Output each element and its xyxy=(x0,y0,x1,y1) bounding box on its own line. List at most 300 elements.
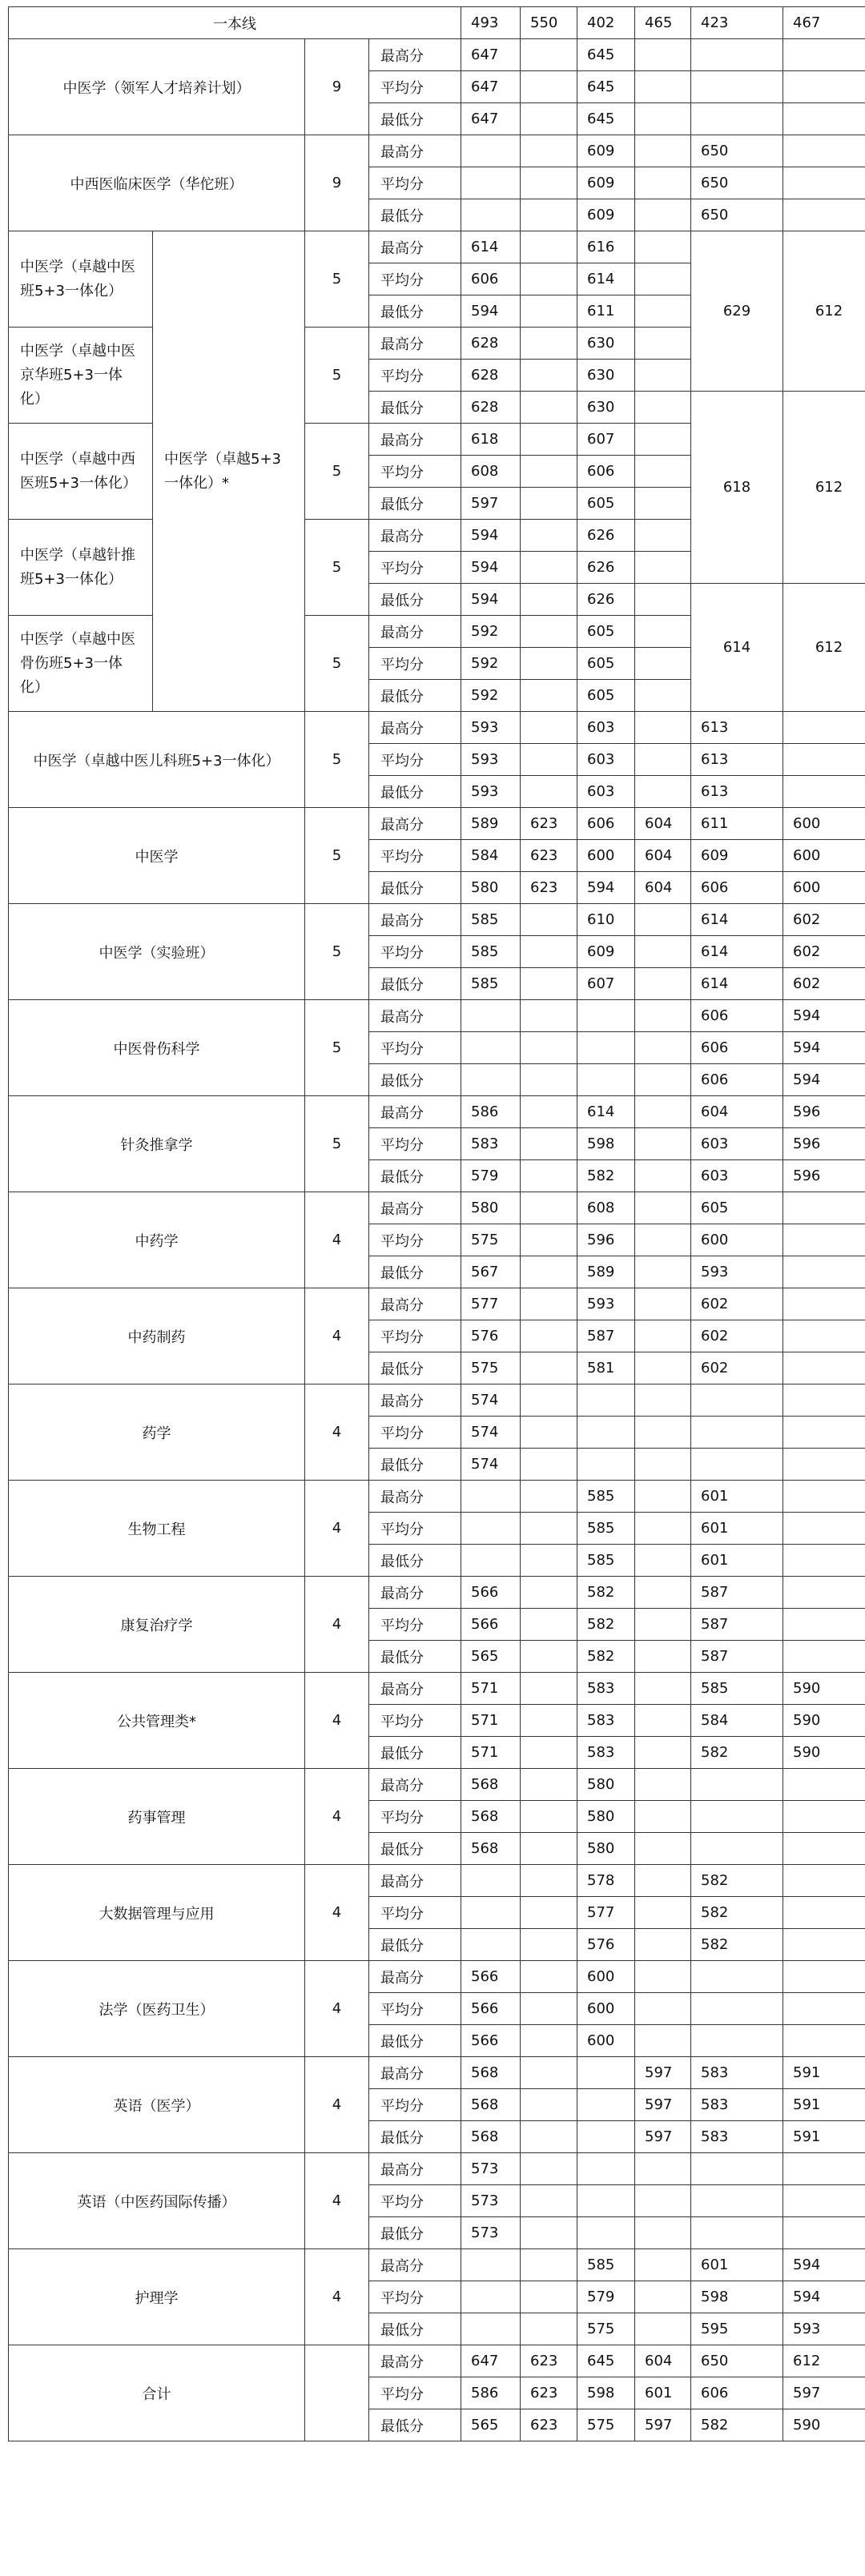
score-cell: 591 xyxy=(783,2121,865,2153)
score-cell: 647 xyxy=(461,39,521,71)
score-cell xyxy=(635,1993,691,2025)
score-cell xyxy=(635,1673,691,1705)
score-cell xyxy=(461,1545,521,1577)
baseline-value: 550 xyxy=(521,7,577,39)
score-cell: 593 xyxy=(461,712,521,744)
score-cell xyxy=(577,2153,635,2185)
stat-label: 平均分 xyxy=(369,1513,461,1545)
score-cell xyxy=(461,2313,521,2345)
score-cell: 594 xyxy=(783,2281,865,2313)
table-row xyxy=(9,1673,865,1705)
stat-label: 最低分 xyxy=(369,1833,461,1865)
stat-label: 最低分 xyxy=(369,295,461,328)
stat-label: 平均分 xyxy=(369,1417,461,1449)
major-name: 中医骨伤科学 xyxy=(9,1000,305,1096)
stat-label: 最高分 xyxy=(369,1961,461,1993)
score-cell xyxy=(521,1352,577,1384)
score-cell: 585 xyxy=(577,2249,635,2281)
score-cell xyxy=(521,2089,577,2121)
score-cell: 600 xyxy=(577,2025,635,2057)
score-cell: 626 xyxy=(577,520,635,552)
duration: 5 xyxy=(305,328,369,424)
score-cell xyxy=(691,1769,783,1801)
score-cell: 586 xyxy=(461,1096,521,1128)
baseline-row xyxy=(9,7,865,39)
score-cell xyxy=(691,1384,783,1417)
stat-label: 最低分 xyxy=(369,776,461,808)
score-cell: 645 xyxy=(577,39,635,71)
score-cell: 613 xyxy=(691,712,783,744)
stat-label: 最低分 xyxy=(369,2313,461,2345)
score-cell: 603 xyxy=(691,1128,783,1160)
score-cell xyxy=(521,1000,577,1032)
stat-label: 最高分 xyxy=(369,616,461,648)
score-cell: 601 xyxy=(691,1513,783,1545)
score-cell: 579 xyxy=(577,2281,635,2313)
score-cell xyxy=(521,712,577,744)
score-cell xyxy=(521,1384,577,1417)
score-cell: 605 xyxy=(577,616,635,648)
score-cell: 590 xyxy=(783,1737,865,1769)
score-cell xyxy=(635,2281,691,2313)
table-row xyxy=(9,1481,865,1513)
score-cell xyxy=(783,135,865,167)
table-body xyxy=(9,7,865,2441)
baseline-value: 465 xyxy=(635,7,691,39)
score-cell: 597 xyxy=(635,2089,691,2121)
score-cell xyxy=(783,1769,865,1801)
score-cell: 574 xyxy=(461,1417,521,1449)
score-cell: 580 xyxy=(577,1833,635,1865)
duration: 5 xyxy=(305,1000,369,1096)
score-cell: 623 xyxy=(521,2377,577,2409)
score-cell xyxy=(635,39,691,71)
score-cell xyxy=(521,39,577,71)
score-cell xyxy=(461,1513,521,1545)
score-cell: 584 xyxy=(691,1705,783,1737)
stat-label: 平均分 xyxy=(369,840,461,872)
major-name: 康复治疗学 xyxy=(9,1577,305,1673)
merged-score: 612 xyxy=(783,231,865,392)
score-cell xyxy=(783,2217,865,2249)
score-cell xyxy=(521,1096,577,1128)
score-cell: 596 xyxy=(783,1160,865,1192)
score-cell xyxy=(635,424,691,456)
score-cell: 566 xyxy=(461,2025,521,2057)
score-cell xyxy=(521,1705,577,1737)
stat-label: 最高分 xyxy=(369,712,461,744)
score-cell: 577 xyxy=(461,1288,521,1320)
score-cell xyxy=(521,328,577,360)
score-cell: 600 xyxy=(783,872,865,904)
stat-label: 平均分 xyxy=(369,648,461,680)
score-cell: 597 xyxy=(635,2409,691,2441)
score-cell: 605 xyxy=(577,680,635,712)
score-cell xyxy=(635,392,691,424)
table-row xyxy=(9,1769,865,1801)
score-cell xyxy=(635,1224,691,1256)
score-cell xyxy=(635,103,691,135)
score-cell: 574 xyxy=(461,1384,521,1417)
stat-label: 最低分 xyxy=(369,1449,461,1481)
score-cell xyxy=(521,2185,577,2217)
score-cell: 645 xyxy=(577,103,635,135)
score-cell: 604 xyxy=(635,872,691,904)
score-cell: 614 xyxy=(691,904,783,936)
score-cell: 585 xyxy=(577,1513,635,1545)
score-cell: 571 xyxy=(461,1737,521,1769)
score-cell: 603 xyxy=(577,712,635,744)
score-cell xyxy=(783,1417,865,1449)
score-cell: 600 xyxy=(783,840,865,872)
score-cell: 626 xyxy=(577,552,635,584)
stat-label: 最低分 xyxy=(369,2121,461,2153)
score-cell xyxy=(635,616,691,648)
score-cell: 601 xyxy=(635,2377,691,2409)
score-cell: 568 xyxy=(461,2089,521,2121)
score-cell xyxy=(635,744,691,776)
table-row xyxy=(9,1961,865,1993)
score-cell: 612 xyxy=(783,2345,865,2377)
stat-label: 平均分 xyxy=(369,1320,461,1352)
score-cell xyxy=(521,295,577,328)
duration: 9 xyxy=(305,39,369,135)
merged-score: 629 xyxy=(691,231,783,392)
score-cell xyxy=(635,1705,691,1737)
table-row xyxy=(9,1577,865,1609)
score-cell: 614 xyxy=(461,231,521,263)
score-cell: 575 xyxy=(461,1224,521,1256)
score-cell: 591 xyxy=(783,2089,865,2121)
score-cell: 602 xyxy=(783,936,865,968)
stat-label: 平均分 xyxy=(369,167,461,199)
score-cell: 594 xyxy=(461,295,521,328)
stat-label: 最低分 xyxy=(369,1737,461,1769)
stat-label: 最高分 xyxy=(369,904,461,936)
duration: 4 xyxy=(305,1673,369,1769)
score-cell xyxy=(635,2153,691,2185)
stat-label: 最低分 xyxy=(369,199,461,231)
baseline-value: 423 xyxy=(691,7,783,39)
score-cell xyxy=(521,488,577,520)
score-cell: 566 xyxy=(461,1577,521,1609)
score-cell xyxy=(521,1128,577,1160)
score-cell xyxy=(577,1449,635,1481)
stat-label: 最高分 xyxy=(369,2153,461,2185)
stat-label: 最低分 xyxy=(369,680,461,712)
score-cell: 568 xyxy=(461,1801,521,1833)
stat-label: 最高分 xyxy=(369,1384,461,1417)
score-cell: 623 xyxy=(521,840,577,872)
major-name: 中医学（卓越中医京华班5+3一体化） xyxy=(9,328,153,424)
major-name: 中医学（实验班） xyxy=(9,904,305,1000)
stat-label: 最高分 xyxy=(369,1673,461,1705)
score-cell: 593 xyxy=(783,2313,865,2345)
score-cell xyxy=(783,1577,865,1609)
score-cell xyxy=(521,1577,577,1609)
score-cell: 571 xyxy=(461,1673,521,1705)
stat-label: 最低分 xyxy=(369,2217,461,2249)
stat-label: 最低分 xyxy=(369,2409,461,2441)
score-cell: 613 xyxy=(691,744,783,776)
score-cell: 573 xyxy=(461,2217,521,2249)
duration: 5 xyxy=(305,904,369,1000)
score-cell: 605 xyxy=(577,648,635,680)
duration: 5 xyxy=(305,520,369,616)
score-cell: 650 xyxy=(691,2345,783,2377)
score-cell: 591 xyxy=(783,2057,865,2089)
score-cell: 585 xyxy=(461,904,521,936)
score-cell xyxy=(783,1224,865,1256)
score-cell xyxy=(635,231,691,263)
duration: 5 xyxy=(305,808,369,904)
score-cell xyxy=(521,2025,577,2057)
score-cell: 645 xyxy=(577,71,635,103)
score-cell xyxy=(521,680,577,712)
score-cell: 600 xyxy=(691,1224,783,1256)
score-cell xyxy=(635,1192,691,1224)
major-name: 生物工程 xyxy=(9,1481,305,1577)
major-group-name: 中医学（卓越5+3一体化）* xyxy=(153,231,305,712)
table-row xyxy=(9,135,865,167)
score-cell xyxy=(521,2121,577,2153)
score-cell xyxy=(783,1288,865,1320)
score-cell xyxy=(577,1384,635,1417)
score-cell: 576 xyxy=(461,1320,521,1352)
table-row xyxy=(9,808,865,840)
score-cell xyxy=(783,1352,865,1384)
stat-label: 平均分 xyxy=(369,1897,461,1929)
score-cell: 650 xyxy=(691,199,783,231)
score-cell xyxy=(635,1641,691,1673)
score-cell: 614 xyxy=(577,263,635,295)
stat-label: 平均分 xyxy=(369,1801,461,1833)
table-row xyxy=(9,2345,865,2377)
score-cell xyxy=(783,1641,865,1673)
score-cell xyxy=(521,1737,577,1769)
stat-label: 平均分 xyxy=(369,1705,461,1737)
score-cell: 602 xyxy=(691,1320,783,1352)
stat-label: 最高分 xyxy=(369,1288,461,1320)
stat-label: 最低分 xyxy=(369,1641,461,1673)
score-cell: 650 xyxy=(691,135,783,167)
stat-label: 平均分 xyxy=(369,2377,461,2409)
score-cell: 576 xyxy=(577,1929,635,1961)
score-cell: 607 xyxy=(577,968,635,1000)
score-cell: 581 xyxy=(577,1352,635,1384)
major-name: 中医学（卓越中西医班5+3一体化） xyxy=(9,424,153,520)
stat-label: 最高分 xyxy=(369,1000,461,1032)
score-cell: 587 xyxy=(577,1320,635,1352)
duration: 4 xyxy=(305,2249,369,2345)
score-cell xyxy=(461,199,521,231)
score-cell xyxy=(521,1929,577,1961)
score-cell xyxy=(783,2153,865,2185)
major-name: 中医学 xyxy=(9,808,305,904)
score-cell xyxy=(783,39,865,71)
score-cell xyxy=(521,904,577,936)
baseline-value: 467 xyxy=(783,7,865,39)
major-name: 中药学 xyxy=(9,1192,305,1288)
score-cell: 628 xyxy=(461,392,521,424)
score-cell: 585 xyxy=(691,1673,783,1705)
stat-label: 最低分 xyxy=(369,1352,461,1384)
stat-label: 平均分 xyxy=(369,936,461,968)
score-cell xyxy=(461,1064,521,1096)
duration: 4 xyxy=(305,1384,369,1481)
score-cell: 614 xyxy=(691,968,783,1000)
major-name: 护理学 xyxy=(9,2249,305,2345)
score-cell xyxy=(521,1513,577,1545)
major-name: 中医学（卓越中医儿科班5+3一体化） xyxy=(9,712,305,808)
score-cell: 614 xyxy=(691,936,783,968)
score-cell xyxy=(461,1897,521,1929)
score-cell: 582 xyxy=(691,1737,783,1769)
score-cell xyxy=(635,1929,691,1961)
score-cell xyxy=(635,456,691,488)
duration: 4 xyxy=(305,1288,369,1384)
score-cell: 580 xyxy=(577,1801,635,1833)
stat-label: 最低分 xyxy=(369,968,461,1000)
score-cell: 580 xyxy=(577,1769,635,1801)
score-cell: 598 xyxy=(577,2377,635,2409)
score-cell: 585 xyxy=(461,968,521,1000)
score-cell xyxy=(783,1961,865,1993)
score-cell xyxy=(635,1865,691,1897)
score-cell: 597 xyxy=(635,2057,691,2089)
score-cell xyxy=(577,1000,635,1032)
score-cell xyxy=(577,1417,635,1449)
stat-label: 最高分 xyxy=(369,2345,461,2377)
stat-label: 最低分 xyxy=(369,2025,461,2057)
score-cell xyxy=(635,1961,691,1993)
score-cell: 611 xyxy=(577,295,635,328)
score-cell: 580 xyxy=(461,872,521,904)
score-cell xyxy=(635,1545,691,1577)
score-cell xyxy=(521,424,577,456)
score-cell xyxy=(635,295,691,328)
stat-label: 平均分 xyxy=(369,71,461,103)
score-cell: 609 xyxy=(577,199,635,231)
score-cell: 606 xyxy=(691,1064,783,1096)
score-cell xyxy=(461,2281,521,2313)
score-cell: 577 xyxy=(577,1897,635,1929)
table-row xyxy=(9,2249,865,2281)
score-cell xyxy=(577,2217,635,2249)
score-cell: 597 xyxy=(461,488,521,520)
score-cell xyxy=(521,1865,577,1897)
score-cell xyxy=(521,1160,577,1192)
score-cell: 594 xyxy=(461,584,521,616)
table-row xyxy=(9,39,865,71)
major-name: 中医学（卓越中医班5+3一体化） xyxy=(9,231,153,328)
duration: 4 xyxy=(305,1769,369,1865)
score-cell: 604 xyxy=(635,2345,691,2377)
score-cell xyxy=(691,2153,783,2185)
score-cell xyxy=(461,1929,521,1961)
score-cell xyxy=(521,1769,577,1801)
score-cell: 605 xyxy=(691,1192,783,1224)
table-row xyxy=(9,1288,865,1320)
stat-label: 最低分 xyxy=(369,1160,461,1192)
score-cell xyxy=(635,1064,691,1096)
score-cell xyxy=(635,776,691,808)
score-cell xyxy=(577,1064,635,1096)
stat-label: 最低分 xyxy=(369,1064,461,1096)
score-cell: 592 xyxy=(461,648,521,680)
score-cell: 583 xyxy=(691,2089,783,2121)
score-cell: 607 xyxy=(577,424,635,456)
score-cell xyxy=(783,103,865,135)
major-name: 公共管理类* xyxy=(9,1673,305,1769)
score-cell xyxy=(521,360,577,392)
score-cell: 568 xyxy=(461,1769,521,1801)
stat-label: 最低分 xyxy=(369,392,461,424)
score-cell xyxy=(691,39,783,71)
score-cell xyxy=(521,584,577,616)
score-cell xyxy=(521,776,577,808)
score-cell: 595 xyxy=(691,2313,783,2345)
score-cell xyxy=(783,1384,865,1417)
score-cell xyxy=(521,1545,577,1577)
merged-score: 612 xyxy=(783,392,865,584)
score-cell xyxy=(783,1609,865,1641)
score-cell: 573 xyxy=(461,2185,521,2217)
stat-label: 平均分 xyxy=(369,360,461,392)
score-cell: 582 xyxy=(691,2409,783,2441)
score-cell xyxy=(577,2057,635,2089)
score-cell: 630 xyxy=(577,328,635,360)
score-cell xyxy=(635,520,691,552)
stat-label: 最高分 xyxy=(369,1096,461,1128)
score-cell xyxy=(521,1224,577,1256)
score-cell: 584 xyxy=(461,840,521,872)
table-row xyxy=(9,231,865,263)
score-cell: 606 xyxy=(691,2377,783,2409)
score-cell: 583 xyxy=(461,1128,521,1160)
score-cell xyxy=(635,167,691,199)
score-cell xyxy=(521,1993,577,2025)
score-cell: 582 xyxy=(577,1641,635,1673)
score-cell: 587 xyxy=(691,1641,783,1673)
score-cell xyxy=(635,1288,691,1320)
score-cell xyxy=(635,2025,691,2057)
score-cell: 609 xyxy=(691,840,783,872)
score-cell xyxy=(577,2089,635,2121)
score-cell xyxy=(521,1833,577,1865)
score-cell: 626 xyxy=(577,584,635,616)
score-cell: 602 xyxy=(783,968,865,1000)
score-cell xyxy=(635,71,691,103)
score-cell: 575 xyxy=(577,2409,635,2441)
score-cell xyxy=(635,1769,691,1801)
duration: 5 xyxy=(305,231,369,328)
score-cell: 583 xyxy=(577,1737,635,1769)
score-cell xyxy=(635,1000,691,1032)
score-cell xyxy=(635,968,691,1000)
baseline-value: 402 xyxy=(577,7,635,39)
stat-label: 平均分 xyxy=(369,552,461,584)
score-cell: 609 xyxy=(577,135,635,167)
major-name: 中医学（卓越针推班5+3一体化） xyxy=(9,520,153,616)
table-row xyxy=(9,2153,865,2185)
score-cell: 608 xyxy=(577,1192,635,1224)
stat-label: 最高分 xyxy=(369,520,461,552)
score-cell xyxy=(521,1192,577,1224)
score-cell xyxy=(521,1417,577,1449)
score-cell xyxy=(635,904,691,936)
score-cell: 574 xyxy=(461,1449,521,1481)
